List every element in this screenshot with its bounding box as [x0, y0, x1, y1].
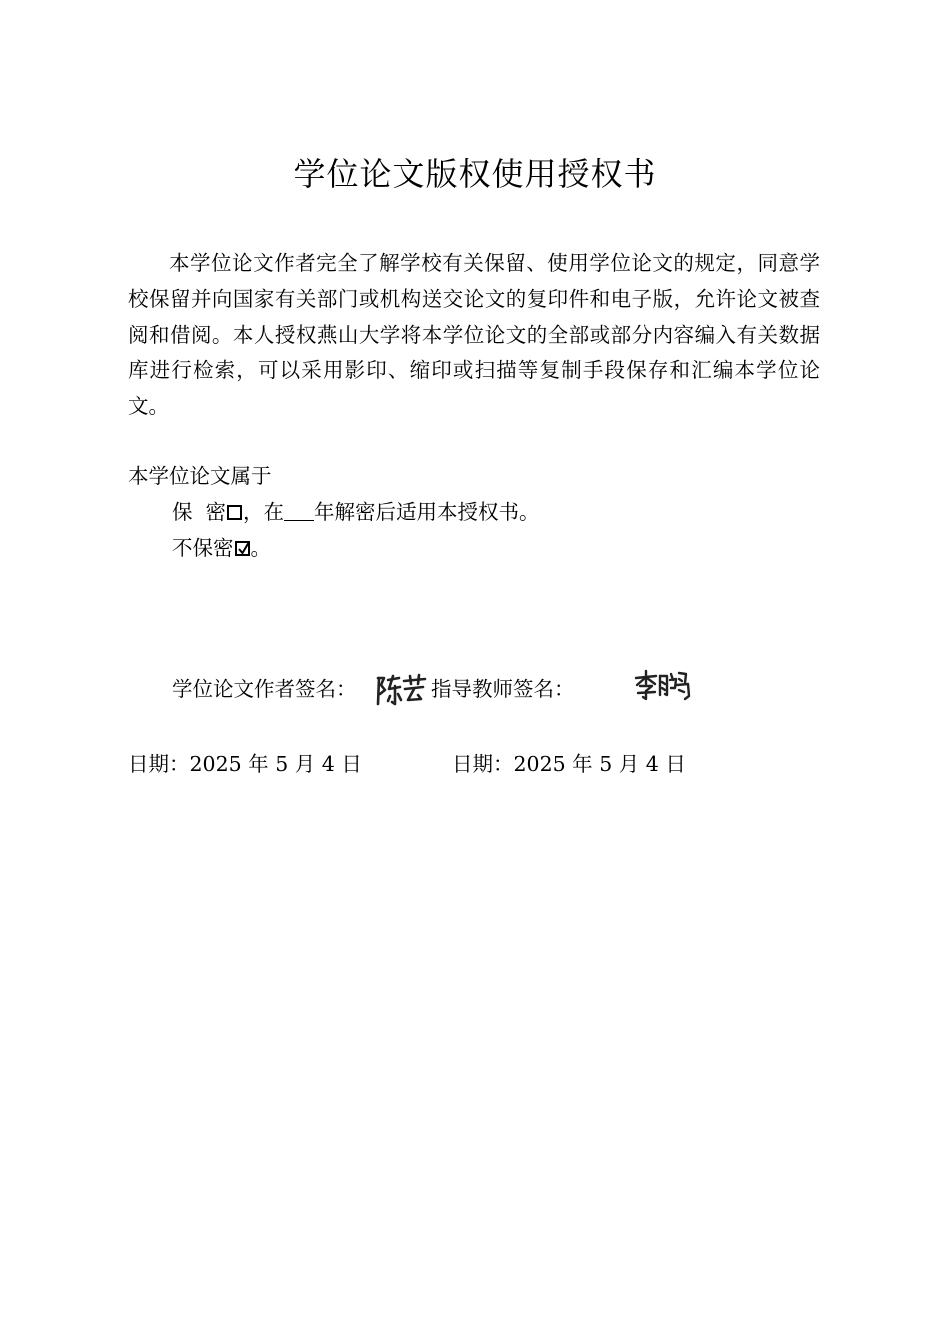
authorization-statement: 本学位论文作者完全了解学校有关保留、使用学位论文的规定，同意学校保留并向国家有关部门或机构送交论文的复印件和电子版，允许论文被查阅和借阅。本人授权燕山大学将本学位论文的全部或部分内容编入有关数据库进行检索，可以采用影印、缩印或扫描等复制手段保存和汇编本学位论文。	[128, 251, 820, 419]
author-date: 日期：2025 年 5 月 4 日	[128, 752, 362, 776]
nonsecret-label: 不保密	[172, 536, 234, 560]
secret-option-line	[172, 497, 540, 527]
secret-years-blank[interactable]	[284, 500, 314, 521]
nonsecret-option-line	[172, 533, 271, 563]
secret-label: 保 密	[172, 500, 227, 524]
author-signature-image	[374, 672, 428, 708]
checkmark-icon	[236, 540, 252, 557]
nonsecret-checkbox[interactable]	[235, 541, 250, 556]
advisor-date: 日期：2025 年 5 月 4 日	[452, 752, 686, 776]
secret-mid-text: ，在	[243, 500, 285, 524]
secret-tail-text: 年解密后适用本授权书。	[314, 500, 540, 524]
nonsecret-tail-text: 。	[250, 536, 271, 560]
secret-checkbox[interactable]	[227, 505, 242, 520]
classification-intro: 本学位论文属于	[128, 464, 272, 488]
page-title: 学位论文版权使用授权书	[293, 155, 657, 193]
advisor-signature-image	[632, 668, 692, 704]
author-signature-label: 学位论文作者签名：	[172, 677, 357, 701]
advisor-signature-label: 指导教师签名：	[431, 677, 575, 701]
